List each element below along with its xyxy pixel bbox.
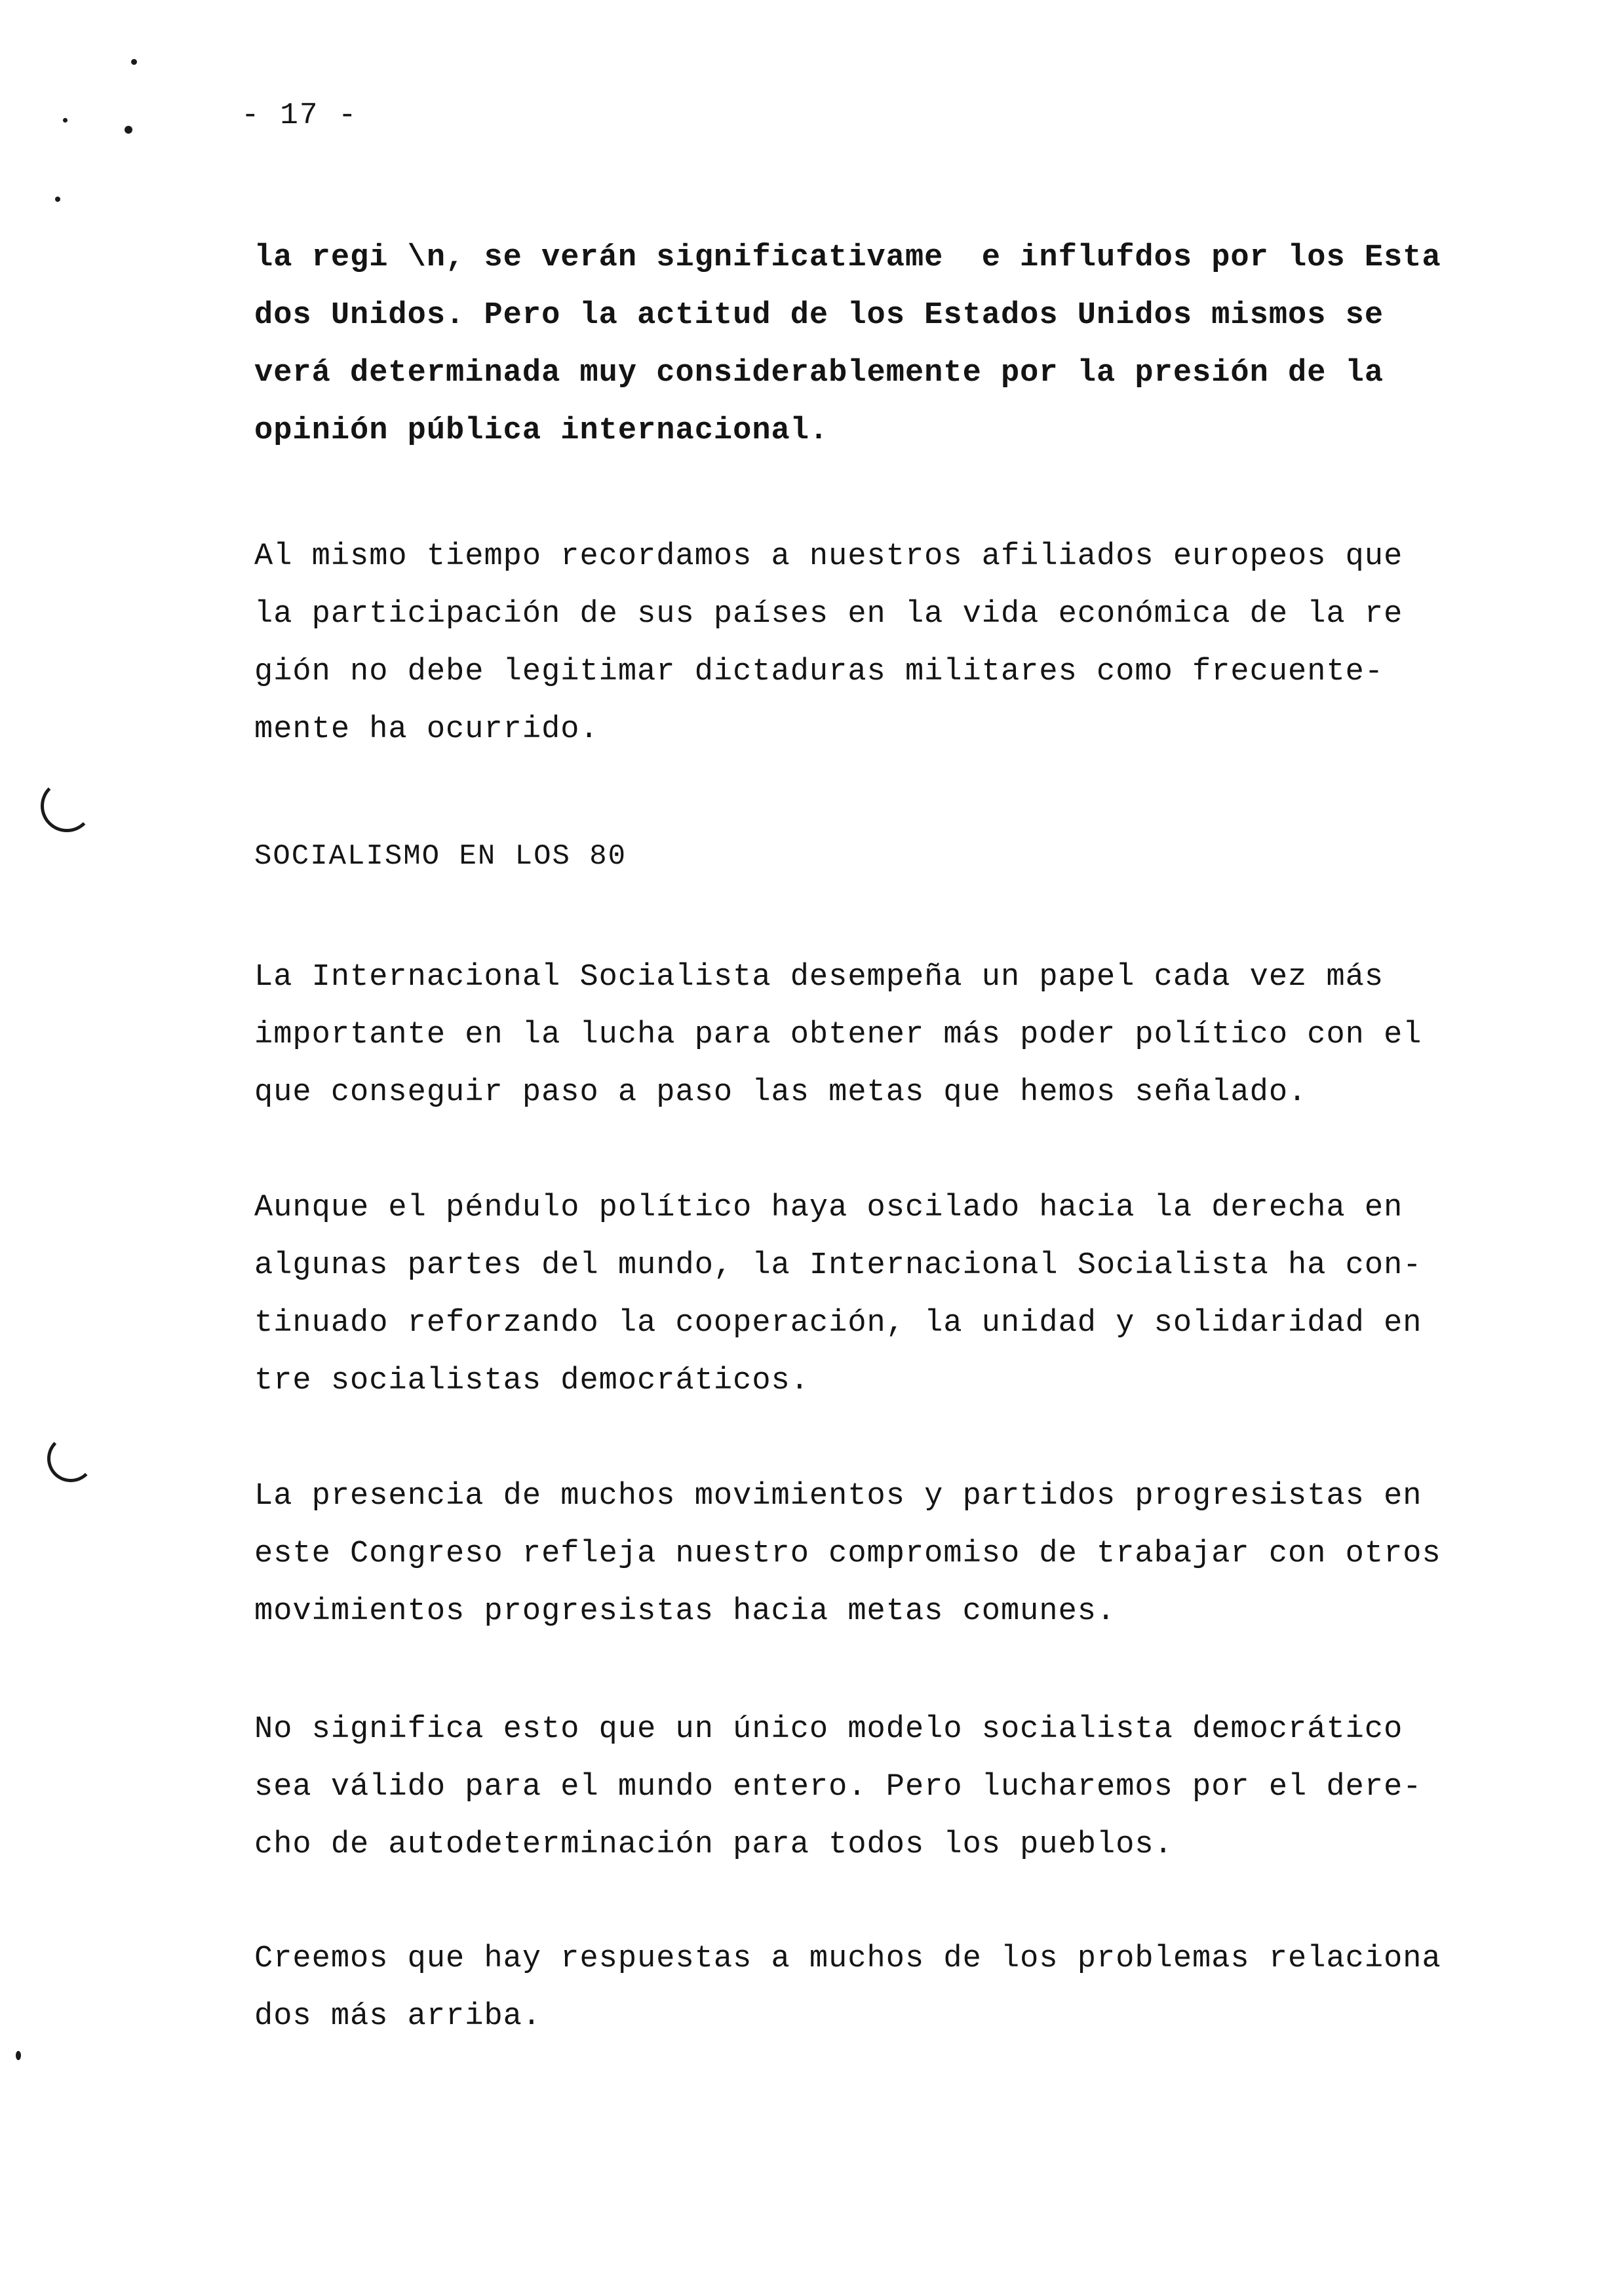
page-number: - 17 -	[241, 98, 358, 132]
paragraph-3	[254, 949, 1500, 1122]
text-line: dos Unidos. Pero la actitud de los Estados Unidos mismos se	[254, 298, 1384, 333]
punch-hole-mark	[47, 1435, 94, 1482]
text-line: este Congreso refleja nuestro compromiso de trabajar con otros	[254, 1537, 1441, 1571]
text-line: No significa esto que un único modelo socialista democrático	[254, 1712, 1403, 1747]
text-line: sea válido para el mundo entero. Pero lucharemos por el dere-	[254, 1770, 1422, 1805]
paragraph-4	[254, 1179, 1500, 1410]
text-line: que conseguir paso a paso las metas que hemos señalado.	[254, 1075, 1308, 1110]
section-heading: SOCIALISMO EN LOS 80	[254, 840, 627, 873]
paragraph-2	[254, 528, 1500, 759]
paragraph-5	[254, 1468, 1500, 1641]
text-line: opinión pública internacional.	[254, 413, 829, 448]
text-line: gión no debe legitimar dictaduras militares como frecuente-	[254, 655, 1384, 689]
paragraph-6	[254, 1701, 1500, 1874]
text-line: movimientos progresistas hacia metas comunes.	[254, 1594, 1116, 1629]
text-line: verá determinada muy considerablemente por la presión de la	[254, 356, 1384, 391]
text-line: algunas partes del mundo, la Internacional Socialista ha con-	[254, 1248, 1422, 1283]
text-line: importante en la lucha para obtener más poder político con el	[254, 1018, 1422, 1052]
text-line: la participación de sus países en la vida económica de la re	[254, 597, 1403, 632]
text-line: La Internacional Socialista desempeña un papel cada vez más	[254, 960, 1384, 995]
text-line: mente ha ocurrido.	[254, 712, 599, 747]
scan-speck	[55, 197, 60, 202]
text-line: cho de autodeterminación para todos los pueblos.	[254, 1827, 1173, 1862]
text-line: La presencia de muchos movimientos y partidos progresistas en	[254, 1479, 1422, 1514]
text-line: tinuado reforzando la cooperación, la unidad y solidaridad en	[254, 1306, 1422, 1341]
text-line: tre socialistas democráticos.	[254, 1364, 809, 1398]
scan-speck	[131, 59, 137, 65]
text-line: la regi \n, se verán significativame e influfdos por los Esta	[254, 240, 1441, 275]
text-line: Al mismo tiempo recordamos a nuestros afiliados europeos que	[254, 539, 1403, 574]
paragraph-7	[254, 1930, 1500, 2046]
scan-speck	[16, 2051, 21, 2060]
scan-speck	[125, 126, 132, 134]
scan-speck	[63, 118, 68, 123]
text-line: Creemos que hay respuestas a muchos de los problemas relaciona	[254, 1942, 1441, 1976]
punch-hole-mark	[41, 780, 93, 832]
text-line: Aunque el péndulo político haya oscilado hacia la derecha en	[254, 1191, 1403, 1225]
text-line: dos más arriba.	[254, 1999, 542, 2034]
paragraph-1	[254, 229, 1500, 460]
